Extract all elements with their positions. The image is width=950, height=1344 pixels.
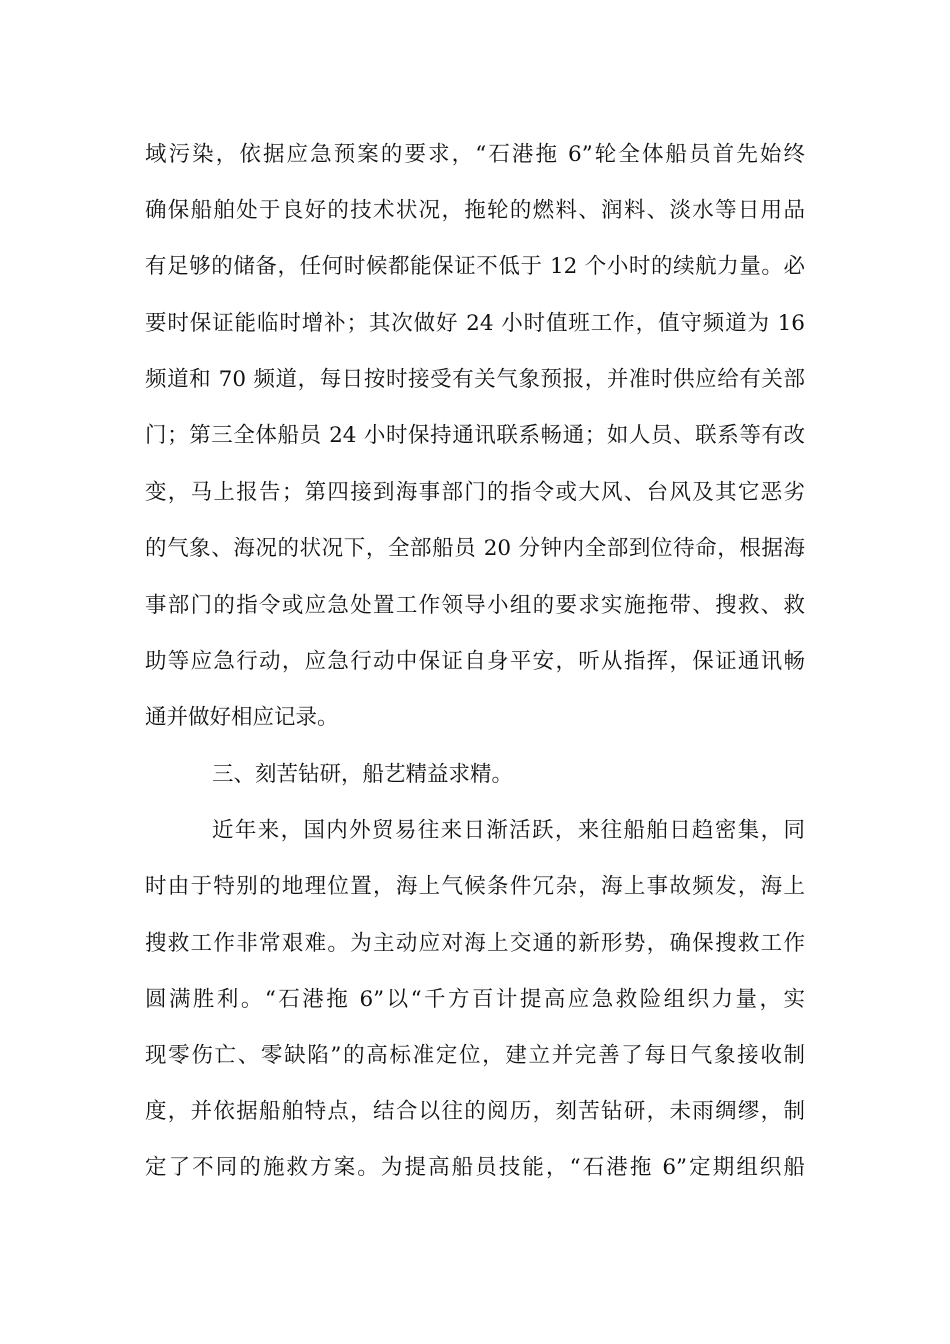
text-line: 通并做好相应记录。: [145, 705, 339, 730]
text-line: 有足够的储备，任何时候都能保证不低于 12 个小时的续航力量。必: [145, 254, 805, 279]
text-line: 现零伤亡、零缺陷”的高标准定位，建立并完善了每日气象接收制: [145, 1043, 805, 1068]
text-line: 门；第三全体船员 24 小时保持通讯联系畅通；如人员、联系等有改: [145, 423, 805, 448]
section-heading: 三、刻苦钻研，船艺精益求精。: [212, 762, 514, 787]
text-line: 事部门的指令或应急处置工作领导小组的要求实施拖带、搜救、救: [145, 593, 805, 618]
text-line: 近年来，国内外贸易往来日渐活跃，来往船舶日趋密集，同: [212, 818, 805, 843]
text-line: 频道和 70 频道，每日按时接受有关气象预报，并准时供应给有关部: [145, 367, 805, 392]
text-line: 确保船舶处于良好的技术状况，拖轮的燃料、润料、淡水等日用品: [145, 198, 805, 223]
text-line: 的气象、海况的状况下，全部船员 20 分钟内全部到位待命，根据海: [145, 536, 805, 561]
text-line: 搜救工作非常艰难。为主动应对海上交通的新形势，确保搜救工作: [145, 931, 805, 956]
text-line: 要时保证能临时增补；其次做好 24 小时值班工作，值守频道为 16: [145, 311, 805, 336]
text-line: 圆满胜利。“石港拖 6”以“千方百计提高应急救险组织力量，实: [145, 987, 805, 1012]
text-line: 度，并依据船舶特点，结合以往的阅历，刻苦钻研，未雨绸缪，制: [145, 1099, 805, 1124]
text-line: 变，马上报告；第四接到海事部门的指令或大风、台风及其它恶劣: [145, 480, 805, 505]
text-line: 域污染，依据应急预案的要求，“石港拖 6”轮全体船员首先始终: [145, 142, 805, 167]
text-line: 时由于特别的地理位置，海上气候条件冗杂，海上事故频发，海上: [145, 874, 805, 899]
text-line: 定了不同的施救方案。为提高船员技能，“石港拖 6”定期组织船: [145, 1155, 805, 1180]
text-line: 助等应急行动，应急行动中保证自身平安，听从指挥，保证通讯畅: [145, 649, 805, 674]
